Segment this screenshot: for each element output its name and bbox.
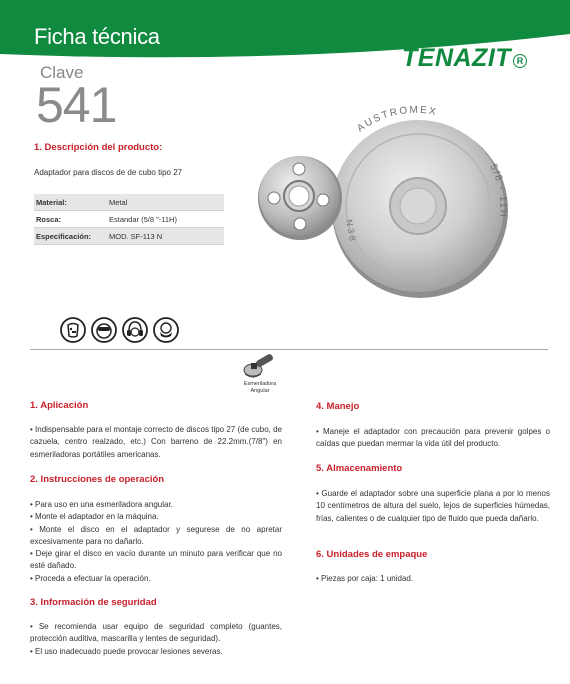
ear-protection-icon	[122, 317, 148, 343]
section-line: • Para uso en una esmeriladora angular.	[30, 500, 173, 509]
small-adapter-nut	[258, 156, 342, 240]
section-line: • Indispensable para el montaje correcto de discos tipo 27 (de cubo, de cazuela, centro realzado, etc.) Con barreno de 22.2mm.(7/8") en esmeriladoras portátiles americanas.	[30, 425, 282, 459]
section-title-aplicacion: 1. Aplicación	[30, 400, 89, 411]
spec-table	[34, 194, 224, 245]
goggles-icon	[91, 317, 117, 343]
tool-label-line2: Angular	[250, 387, 270, 394]
description-title: 1. Descripción del producto:	[34, 142, 163, 153]
disc-marking-left: N 3 8	[344, 218, 358, 242]
section-line: • Piezas por caja: 1 unidad.	[316, 574, 414, 583]
section-title-almacenamiento: 5. Almacenamiento	[316, 463, 403, 474]
section-body-aplicacion	[30, 424, 282, 461]
spec-value: Estandar (5/8 "-11H)	[109, 214, 177, 224]
disc-marking-top: AUSTROMEX	[355, 104, 439, 135]
description-text: Adaptador para discos de de cubo tipo 27	[34, 168, 183, 177]
spec-row-rosca	[34, 211, 224, 228]
section-divider	[30, 349, 548, 350]
disc-marking-right: 5/8 - 11H	[487, 162, 509, 219]
spec-key: Material:	[36, 197, 67, 207]
spec-key: Especificación:	[36, 231, 92, 241]
section-line: • Monte el adaptador en la máquina.	[30, 512, 159, 522]
section-body-seguridad	[30, 621, 282, 658]
face-shield-icon	[60, 317, 86, 343]
spec-value: Metal	[109, 197, 128, 207]
tool-label	[232, 381, 288, 394]
brand-logo	[402, 44, 527, 73]
registered-mark-icon: R	[513, 54, 527, 68]
spec-row-especificacion	[34, 228, 224, 245]
section-body-almacenamiento	[316, 488, 550, 525]
section-title-empaque: 6. Unidades de empaque	[316, 549, 428, 560]
section-title-instrucciones: 2. Instrucciones de operación	[30, 474, 165, 485]
section-line: • Se recomienda usar equipo de seguridad completo (guantes, protección auditiva, mascarilla y lentes de seguridad).	[30, 622, 282, 644]
brand-name: TENAZIT	[402, 44, 512, 72]
product-image	[250, 70, 520, 305]
page-title: Ficha técnica	[34, 24, 160, 49]
section-body-empaque	[316, 573, 550, 585]
section-line: • Guarde el adaptador sobre una superficie plana a por lo menos 10 centímetros de altura del suelo, lejos de superficies húmedas, frías, calientes o de cualquier tipo de fluido que pueda dañarlo.	[316, 489, 550, 523]
dust-mask-icon	[153, 317, 179, 343]
clave-label: Clave	[40, 63, 84, 82]
section-title-manejo: 4. Manejo	[316, 401, 360, 412]
spec-row-material	[34, 194, 224, 211]
section-line: • Maneje el adaptador con precaución para prevenir golpes o caídas que puedan mermar la vida útil del producto.	[316, 427, 550, 449]
ppe-icons-row	[60, 317, 179, 343]
spec-key: Rosca:	[36, 214, 62, 224]
product-illustration	[250, 70, 520, 300]
section-title-seguridad: 3. Información de seguridad	[30, 597, 157, 608]
clave-number: 541	[36, 77, 117, 133]
spec-value: MOD. SF-113 N	[109, 231, 163, 241]
tool-label-line1: Esmeriladora	[243, 381, 277, 387]
section-line: • El uso inadecuado puede provocar lesiones severas.	[30, 646, 223, 656]
section-line: • Proceda a efectuar la operación.	[30, 573, 151, 583]
large-adapter-disc	[332, 105, 509, 298]
angle-grinder-icon	[241, 352, 277, 382]
section-line: • Monte el disco en el adaptador y segurese de no apretar excesivamente para no dañarlo.	[30, 524, 282, 546]
section-body-manejo	[316, 426, 550, 451]
section-line: • Deje girar el disco en vacío durante un minuto para verificar que no esté dañado.	[30, 549, 282, 571]
section-body-instrucciones	[30, 499, 282, 585]
